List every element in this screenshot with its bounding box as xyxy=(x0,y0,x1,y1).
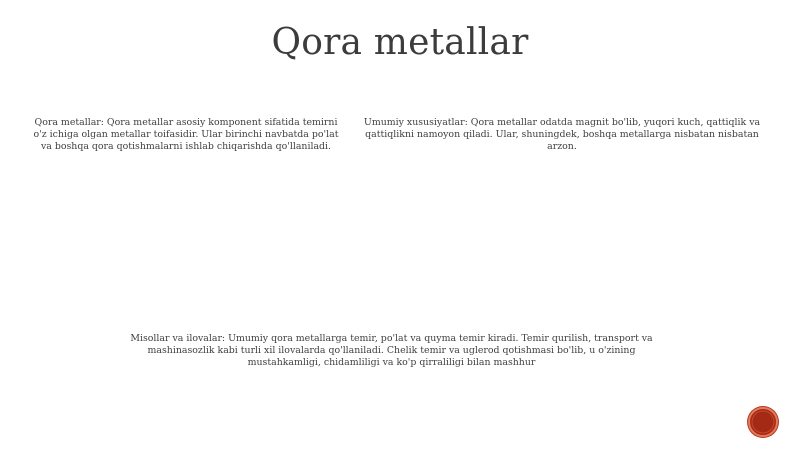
slide-title: Qora metallar xyxy=(271,22,529,63)
text-block-examples: Misollar va ilovalar: Umumiy qora metallarga temir, po'lat va quyma temir kiradi. Temir qurilish, transport va mashinasozlik kabi turli xil ilovalarda qo'llaniladi. Chelik temir va uglerod qotishmasi bo'lib, u o'zining mustahkamligi, chidamliligi va ko'p qirraliligi bilan mashhur xyxy=(130,333,653,368)
text-block-definition: Qora metallar: Qora metallar asosiy komponent sifatida temirni o'z ichiga olgan metallar toifasidir. Ular birinchi navbatda po'lat va boshqa qora qotishmalarni ishlab chiqarishda qo'llaniladi. xyxy=(33,117,339,152)
text-block-properties: Umumiy xususiyatlar: Qora metallar odatda magnit bo'lib, yuqori kuch, qattiqlik va qattiqlikni namoyon qiladi. Ular, shuningdek, boshqa metallarga nisbatan nisbatan arzon. xyxy=(363,117,761,152)
circle-nav-icon xyxy=(750,409,776,435)
slide-nav-button[interactable] xyxy=(748,407,778,437)
